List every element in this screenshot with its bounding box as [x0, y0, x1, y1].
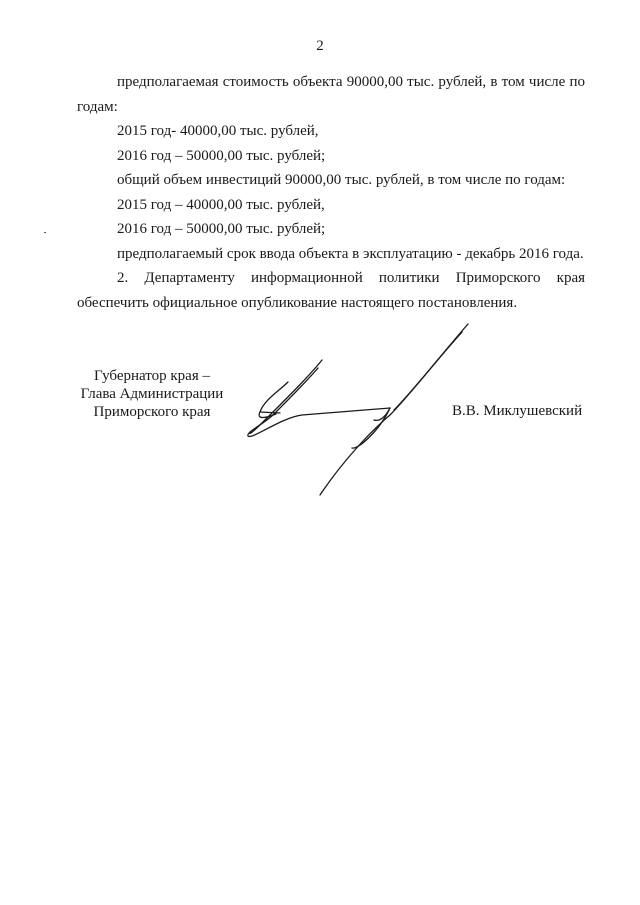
- handwritten-signature: [240, 320, 470, 500]
- position-line-region: Приморского края: [93, 404, 211, 420]
- paragraph-estimated-cost: предполагаемая стоимость объекта 90000,00 тыс. рублей, в том числе по годам:: [77, 74, 585, 115]
- scan-speck: [44, 232, 46, 233]
- paragraph-cost-2016: 2016 год – 50000,00 тыс. рублей;: [117, 147, 326, 164]
- paragraph-total-investment: общий объем инвестиций 90000,00 тыс. рублей, в том числе по годам:: [117, 172, 566, 188]
- paragraph-investment-2016: 2016 год – 50000,00 тыс. рублей;: [117, 221, 326, 237]
- page-number: 2: [316, 38, 324, 54]
- position-line-governor: Губернатор края –: [94, 368, 210, 384]
- paragraph-investment-2015: 2015 год – 40000,00 тыс. рублей,: [117, 196, 325, 213]
- paragraph-commissioning-date: предполагаемый срок ввода объекта в эксплуатацию - декабрь 2016 года.: [117, 245, 584, 262]
- item-2-first-line: 2. Департаменту информационной политики Приморского края: [117, 270, 585, 286]
- signer-name: В.В. Миклушевский: [452, 403, 583, 419]
- paragraph-cost-2015: 2015 год- 40000,00 тыс. рублей,: [117, 123, 319, 139]
- position-line-head: Глава Администрации: [80, 386, 224, 402]
- signatory-position: [72, 367, 232, 421]
- item-2-continuation: обеспечить официальное опубликование настоящего постановления.: [77, 294, 518, 311]
- document-body: [77, 70, 585, 315]
